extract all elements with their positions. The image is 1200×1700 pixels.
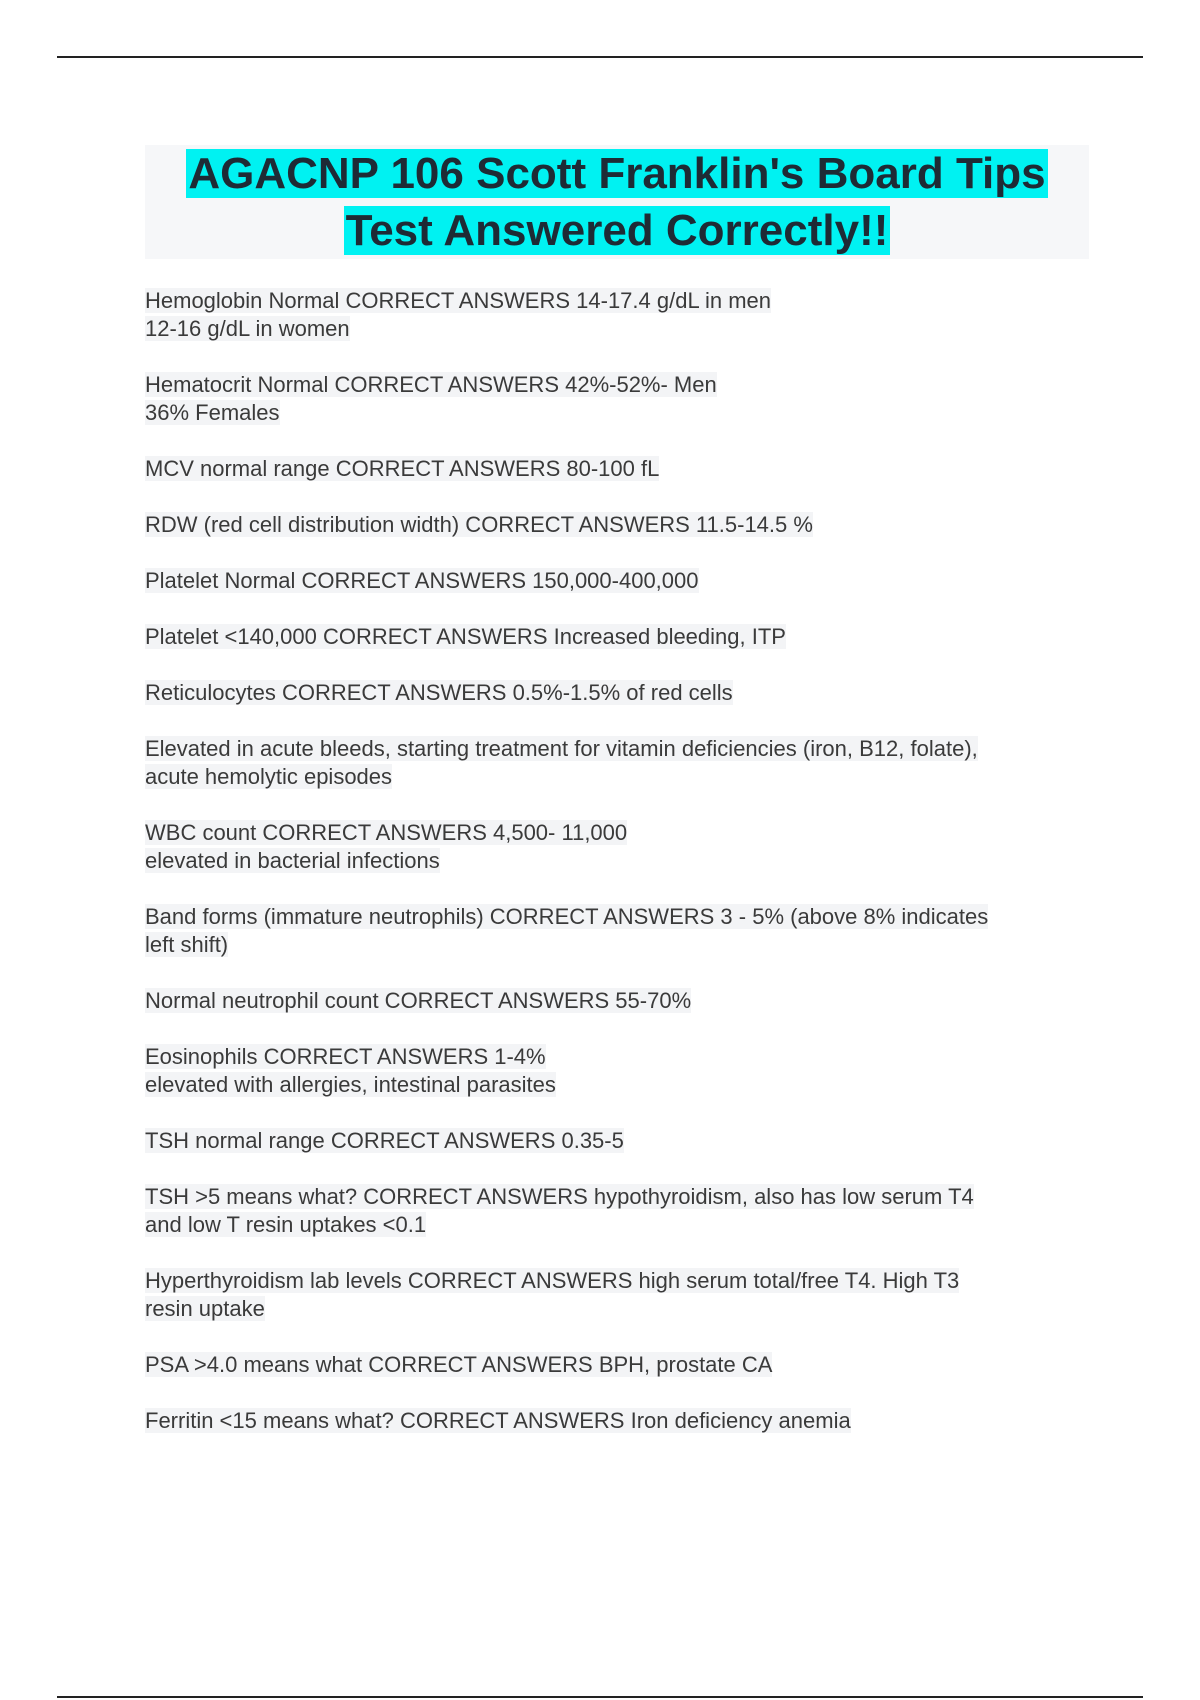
qa-entry <box>145 679 1089 707</box>
qa-entry-line: 12-16 g/dL in women <box>145 316 350 341</box>
qa-entry-line: resin uptake <box>145 1296 265 1321</box>
qa-entry <box>145 1127 1089 1155</box>
qa-entry-line: WBC count CORRECT ANSWERS 4,500- 11,000 <box>145 820 628 845</box>
qa-entry-line-row <box>145 1267 1089 1295</box>
document-body <box>145 145 1089 1463</box>
qa-entry-line-row <box>145 1407 1089 1435</box>
qa-entry <box>145 903 1089 959</box>
qa-entry <box>145 1407 1089 1435</box>
qa-entry-line-row <box>145 511 1089 539</box>
qa-entry <box>145 1267 1089 1323</box>
qa-entry-line-row <box>145 455 1089 483</box>
qa-entry-line: Platelet <140,000 CORRECT ANSWERS Increased bleeding, ITP <box>145 624 786 649</box>
qa-entry-line: Elevated in acute bleeds, starting treatment for vitamin deficiencies (iron, B12, folate), <box>145 736 978 761</box>
title-heading <box>145 145 1089 259</box>
qa-entry <box>145 1043 1089 1099</box>
qa-entry-line-row <box>145 287 1089 315</box>
qa-entry-line: Reticulocytes CORRECT ANSWERS 0.5%-1.5% of red cells <box>145 680 733 705</box>
qa-entry-line-row <box>145 679 1089 707</box>
qa-entry-line-row <box>145 1351 1089 1379</box>
qa-entry-line-row <box>145 399 1089 427</box>
qa-entry-line-row <box>145 1183 1089 1211</box>
qa-entry-line: elevated with allergies, intestinal parasites <box>145 1072 556 1097</box>
qa-entry-line: Hematocrit Normal CORRECT ANSWERS 42%-52%- Men <box>145 372 717 397</box>
qa-entry-line: Hemoglobin Normal CORRECT ANSWERS 14-17.4 g/dL in men <box>145 288 772 313</box>
qa-entry <box>145 987 1089 1015</box>
qa-entry-line-row <box>145 735 1089 763</box>
qa-entry-line: Band forms (immature neutrophils) CORRECT ANSWERS 3 - 5% (above 8% indicates <box>145 904 989 929</box>
qa-entry-line-row <box>145 819 1089 847</box>
qa-entry <box>145 1183 1089 1239</box>
qa-entry-line-row <box>145 1295 1089 1323</box>
qa-entry-line-row <box>145 1043 1089 1071</box>
qa-entry-line-row <box>145 623 1089 651</box>
qa-entry-line-row <box>145 847 1089 875</box>
qa-entry-line-row <box>145 315 1089 343</box>
qa-entry-line: left shift) <box>145 932 229 957</box>
qa-entry <box>145 819 1089 875</box>
title-line-1: AGACNP 106 Scott Franklin's Board Tips <box>188 149 1046 198</box>
qa-entry-line-row <box>145 903 1089 931</box>
qa-entry-line: Hyperthyroidism lab levels CORRECT ANSWERS high serum total/free T4. High T3 <box>145 1268 960 1293</box>
qa-list <box>145 287 1089 1435</box>
title-line-2: Test Answered Correctly!! <box>345 206 889 255</box>
document-title <box>145 145 1089 259</box>
qa-entry-line-row <box>145 987 1089 1015</box>
qa-entry-line: RDW (red cell distribution width) CORRECT ANSWERS 11.5-14.5 % <box>145 512 813 537</box>
qa-entry-line-row <box>145 1071 1089 1099</box>
qa-entry-line-row <box>145 567 1089 595</box>
qa-entry-line: acute hemolytic episodes <box>145 764 393 789</box>
qa-entry-line: Ferritin <15 means what? CORRECT ANSWERS Iron deficiency anemia <box>145 1408 851 1433</box>
qa-entry-line: Platelet Normal CORRECT ANSWERS 150,000-400,000 <box>145 568 699 593</box>
qa-entry <box>145 511 1089 539</box>
qa-entry <box>145 287 1089 343</box>
qa-entry <box>145 735 1089 791</box>
qa-entry-line-row <box>145 1127 1089 1155</box>
qa-entry <box>145 623 1089 651</box>
qa-entry-line-row <box>145 1211 1089 1239</box>
qa-entry <box>145 1351 1089 1379</box>
qa-entry <box>145 567 1089 595</box>
qa-entry-line-row <box>145 371 1089 399</box>
qa-entry <box>145 455 1089 483</box>
qa-entry-line: 36% Females <box>145 400 280 425</box>
footer-rule <box>57 1696 1143 1698</box>
qa-entry-line: TSH normal range CORRECT ANSWERS 0.35-5 <box>145 1128 624 1153</box>
qa-entry-line: Eosinophils CORRECT ANSWERS 1-4% <box>145 1044 546 1069</box>
qa-entry-line-row <box>145 763 1089 791</box>
qa-entry-line: MCV normal range CORRECT ANSWERS 80-100 fL <box>145 456 660 481</box>
qa-entry-line-row <box>145 931 1089 959</box>
qa-entry-line: and low T resin uptakes <0.1 <box>145 1212 427 1237</box>
qa-entry-line: Normal neutrophil count CORRECT ANSWERS 55-70% <box>145 988 692 1013</box>
qa-entry-line: PSA >4.0 means what CORRECT ANSWERS BPH, prostate CA <box>145 1352 773 1377</box>
header-rule <box>57 56 1143 58</box>
qa-entry-line: elevated in bacterial infections <box>145 848 440 873</box>
qa-entry-line: TSH >5 means what? CORRECT ANSWERS hypothyroidism, also has low serum T4 <box>145 1184 974 1209</box>
qa-entry <box>145 371 1089 427</box>
